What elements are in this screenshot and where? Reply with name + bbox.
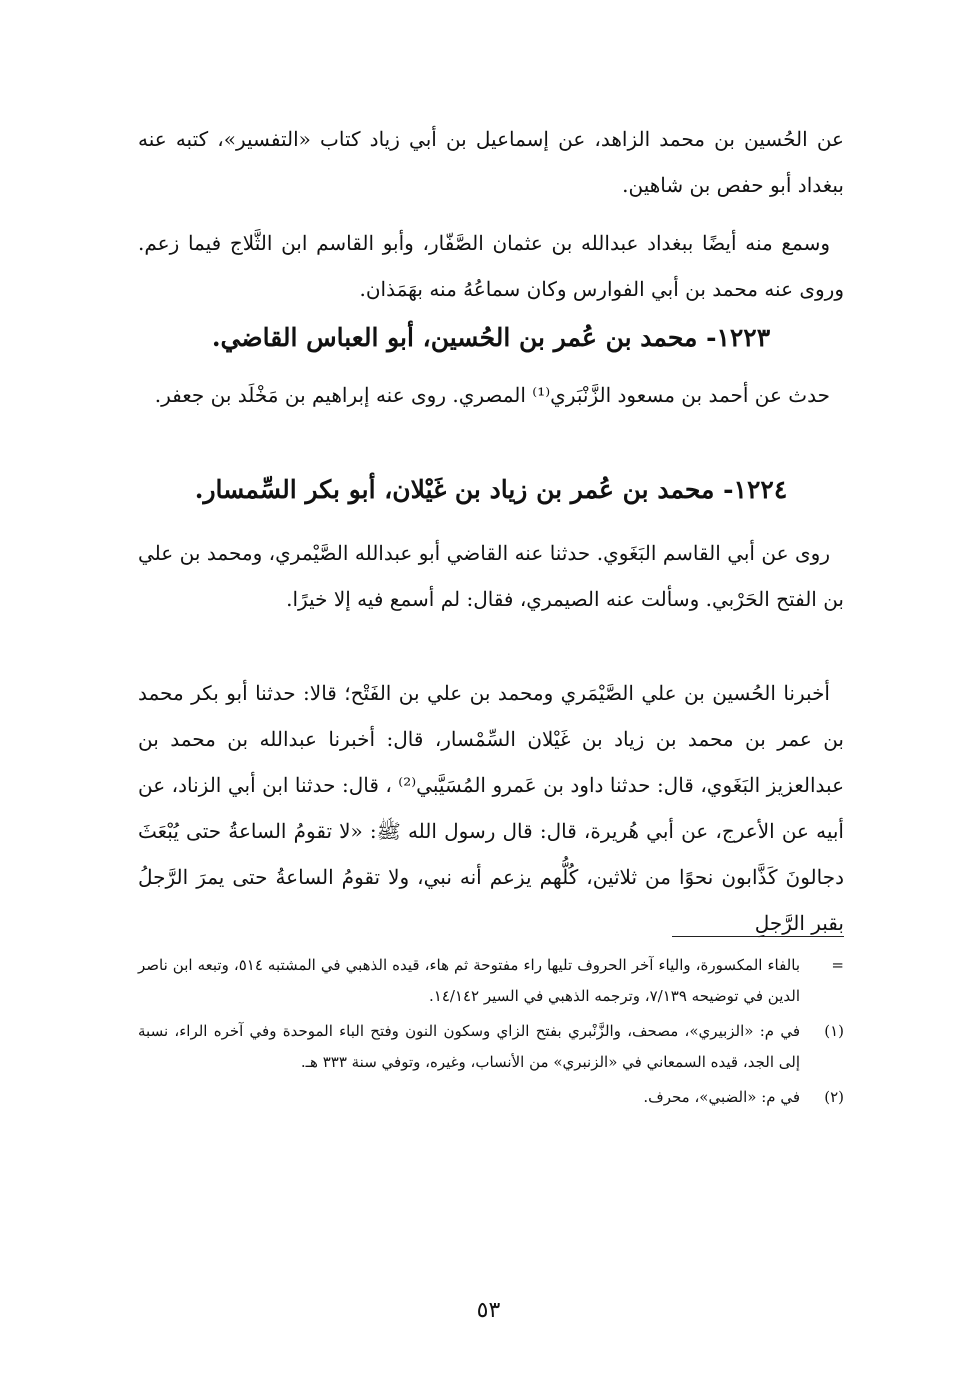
paragraph-4 xyxy=(138,530,844,622)
paragraph-2-text: وسمع منه أيضًا ببغداد عبدالله بن عثمان الصَّفّار، وأبو القاسم ابن الثَّلاج فيما زعم. وروى عنه محمد بن أبي الفوارس وكان سماعُهُ منه بهَمَذان. xyxy=(138,231,844,301)
footnote-marker: (١) xyxy=(824,1022,844,1040)
paragraph-1-text: عن الحُسين بن محمد الزاهد، عن إسماعيل بن أبي زياد كتاب «التفسير»، كتبه عنه ببغداد أبو حفص بن شاهين. xyxy=(138,127,844,197)
paragraph-5-text: أخبرنا الحُسين بن علي الصَّيْمَري ومحمد بن علي بن الفَتْح؛ قالا: حدثنا أبو بكر محمد بن عمر بن محمد بن زياد بن غَيْلان السِّمْسار، قال: أخبرنا عبدالله بن محمد بن عبدالعزيز البَغَوي، قال: حدثنا داود بن عَمرو المُسَيَّبي⁽²⁾ ، قال: حدثنا ابن أبي الزناد، عن أبيه عن الأعرج، عن أبي هُريرة، قال: قال رسول الله ﷺ: «لا تقومُ الساعةُ حتى يُبْعَثَ دجالونَ كَذَّابون نحوًا من ثلاثين، كُلُّهم يزعم أنه نبي، ولا تقومُ الساعةُ حتى يمرَ الرَّجلُ بقبر الرَّجلِ xyxy=(138,681,845,935)
paragraph-5 xyxy=(138,670,844,946)
paragraph-3 xyxy=(138,372,844,418)
footnote-marker: (٢) xyxy=(824,1088,844,1106)
entry-heading-1223: ١٢٢٣- محمد بن عُمر بن الحُسين، أبو العباس القاضي. xyxy=(211,323,771,352)
page-number: ٥٣ xyxy=(476,1298,501,1323)
footnote-separator xyxy=(672,936,844,937)
footnote-text: في م: «الضبي»، محرف. xyxy=(643,1088,800,1106)
paragraph-3-text: حدث عن أحمد بن مسعود الزَّنْبَري⁽¹⁾ المصري. روى عنه إبراهيم بن مَخْلَد بن جعفر. xyxy=(154,383,830,407)
footnote-text: في م: «الزبيري»، مصحف، والزَّنْبري بفتح الزاي وسكون النون وفتح الباء الموحدة وفي آخره الراء، نسبة إلى الجد، قيده السمعاني في «الزنبري» من الأنساب، وغيره، وتوفي سنة ٣٣٣ هـ. xyxy=(138,1022,800,1071)
footnote-continuation xyxy=(138,950,844,1012)
paragraph-4-text: روى عن أبي القاسم البَغَوي. حدثنا عنه القاضي أبو عبدالله الصَّيْمري، ومحمد بن علي بن الفتح الحَرْبي. وسألت عنه الصيمري، فقال: لم أسمع فيه إلا خيرًا. xyxy=(138,541,844,611)
footnote-marker: = xyxy=(831,956,844,974)
paragraph-1 xyxy=(138,116,844,208)
entry-heading-1224: ١٢٢٤- محمد بن عُمر بن زياد بن غَيْلان، أبو بكر السِّمسار. xyxy=(194,475,788,504)
footnote-1 xyxy=(138,1016,844,1078)
footnotes xyxy=(138,950,844,1117)
footnote-2 xyxy=(138,1082,844,1113)
footnote-text: بالفاء المكسورة، والياء آخر الحروف تليها راء مفتوحة ثم هاء، قيده الذهبي في المشتبه ٥١٤، وتبعه ابن ناصر الدين في توضيحه ٧/١٣٩، وترجمه الذهبي في السير ١٤/١٤٢. xyxy=(138,956,800,1005)
paragraph-2 xyxy=(138,220,844,312)
